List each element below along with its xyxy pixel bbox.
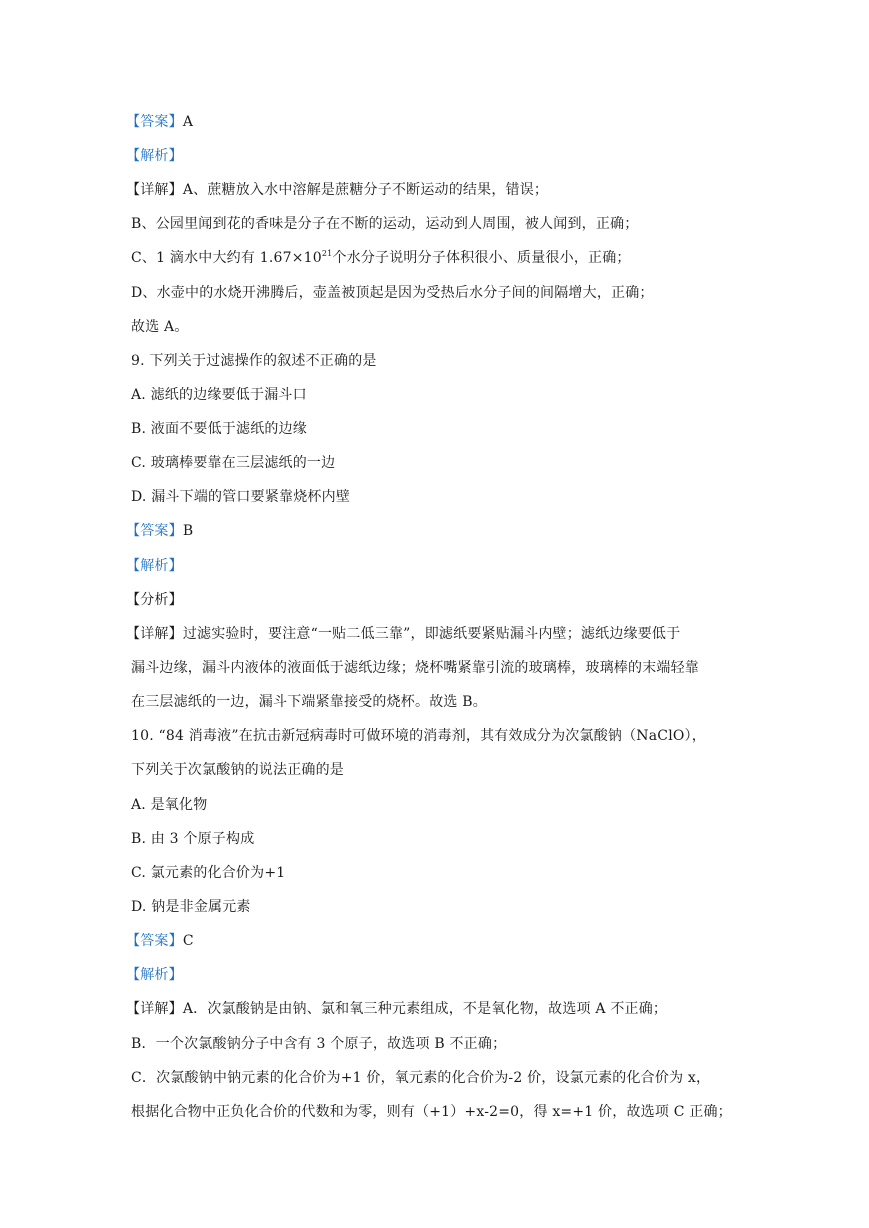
q10-answer-value: C bbox=[182, 933, 194, 949]
q9-option-c: C. 玻璃棒要靠在三层滤纸的一边 bbox=[131, 455, 336, 471]
q8-detail-c-pre: C、1 滴水中大约有 1.67×10 bbox=[131, 250, 322, 266]
analysis-label: 【解析】 bbox=[126, 967, 183, 983]
analysis-label: 【解析】 bbox=[126, 558, 183, 574]
q9-detail-line-2: 漏斗边缘，漏斗内液体的液面低于滤纸边缘；烧杯嘴紧靠引流的玻璃棒，玻璃棒的末端轻靠 bbox=[131, 660, 699, 676]
q10-detail-b: B．一个次氯酸钠分子中含有 3 个原子，故选项 B 不正确； bbox=[131, 1036, 507, 1052]
q8-conclusion: 故选 A。 bbox=[131, 319, 189, 335]
q9-question: 9. 下列关于过滤操作的叙述不正确的是 bbox=[131, 353, 377, 369]
q10-option-b: B. 由 3 个原子构成 bbox=[131, 831, 255, 847]
detail-label: 【详解】 bbox=[126, 182, 183, 198]
q10-option-c: C. 氯元素的化合价为+1 bbox=[131, 865, 286, 881]
q8-detail-c-post: 个水分子说明分子体积很小、质量很小，正确； bbox=[332, 250, 631, 266]
q9-option-a: A. 滤纸的边缘要低于漏斗口 bbox=[131, 387, 307, 403]
detail-label: 【详解】 bbox=[126, 626, 183, 642]
breakdown-label: 【分析】 bbox=[126, 592, 183, 608]
q8-detail-c-line bbox=[131, 248, 751, 268]
analysis-label: 【解析】 bbox=[126, 148, 183, 164]
detail-label: 【详解】 bbox=[126, 1001, 183, 1017]
q8-detail-b: B、公园里闻到花的香味是分子在不断的运动，运动到人周围，被人闻到，正确； bbox=[131, 216, 639, 232]
q8-analysis-line bbox=[126, 146, 746, 166]
q8-answer-value: A bbox=[182, 114, 194, 130]
q8-detail-d: D、水壶中的水烧开沸腾后，壶盖被顶起是因为受热后水分子间的间隔增大，正确； bbox=[131, 285, 654, 301]
q9-answer-line bbox=[126, 521, 746, 541]
q10-detail-c-line-2: 根据化合物中正负化合价的代数和为零，则有（+1）+x-2=0，得 x=+1 价，故选项 C 正确； bbox=[131, 1104, 732, 1120]
q8-answer-line bbox=[126, 112, 746, 132]
q10-answer-line bbox=[126, 931, 746, 951]
q10-option-a: A. 是氧化物 bbox=[131, 797, 208, 813]
q10-detail-c-line-1: C．次氯酸钠中钠元素的化合价为+1 价，氧元素的化合价为-2 价，设氯元素的化合价为 x， bbox=[131, 1070, 711, 1086]
q10-question-line-1: 10. “84 消毒液”在抗击新冠病毒时可做环境的消毒剂，其有效成分为次氯酸钠（NaClO）， bbox=[131, 728, 706, 744]
q8-detail-a: A、蔗糖放入水中溶解是蔗糖分子不断运动的结果，错误； bbox=[182, 182, 549, 198]
answer-label: 【答案】 bbox=[126, 523, 183, 539]
q9-analysis-line bbox=[126, 556, 746, 576]
q9-breakdown-line bbox=[126, 590, 746, 610]
answer-label: 【答案】 bbox=[126, 114, 183, 130]
q10-detail-a: A．次氯酸钠是由钠、氯和氧三种元素组成，不是氧化物，故选项 A 不正确； bbox=[182, 1001, 668, 1017]
q9-option-b: B. 液面不要低于滤纸的边缘 bbox=[131, 421, 307, 437]
q10-question-line-2: 下列关于次氯酸钠的说法正确的是 bbox=[131, 762, 344, 778]
q10-option-d: D. 钠是非金属元素 bbox=[131, 899, 251, 915]
q9-answer-value: B bbox=[182, 523, 194, 539]
q8-detail-c-exponent: 21 bbox=[321, 249, 333, 258]
q9-detail-text-1: 过滤实验时，要注意“一贴二低三靠”，即滤纸要紧贴漏斗内壁；滤纸边缘要低于 bbox=[182, 626, 681, 642]
q8-detail-a-line bbox=[126, 180, 746, 200]
q10-detail-a-line bbox=[126, 999, 746, 1019]
answer-label: 【答案】 bbox=[126, 933, 183, 949]
q9-option-d: D. 漏斗下端的管口要紧靠烧杯内壁 bbox=[131, 489, 351, 505]
q9-detail-line-1 bbox=[126, 624, 746, 644]
q10-analysis-line bbox=[126, 965, 746, 985]
q9-detail-line-3: 在三层滤纸的一边，漏斗下端紧靠接受的烧杯。故选 B。 bbox=[131, 694, 487, 710]
